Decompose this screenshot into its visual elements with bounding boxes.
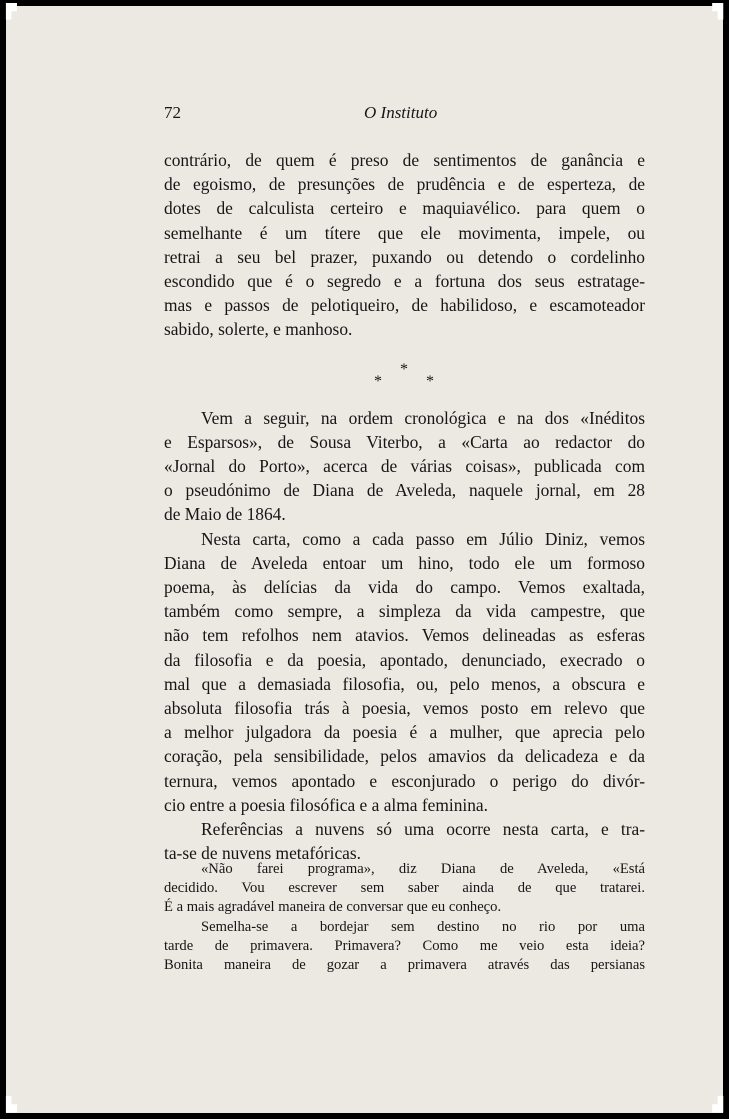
text-line: não tem refolhos nem atavios. Vemos delineadas as esferas [164, 625, 645, 646]
book-page [6, 6, 723, 1113]
text-line: Diana de Aveleda entoar um hino, todo ele um formoso [164, 552, 645, 573]
text-line: também como sempre, a simpleza da vida campestre, que [164, 601, 645, 622]
text-line: mas e passos de pelotiqueiro, de habilidoso, e escamoteador [164, 295, 645, 316]
quote-line: decidido. Vou escrever sem saber ainda de que tratarei. [164, 880, 645, 897]
asterism-star: * [426, 372, 434, 390]
text-line: poema, às delícias da vida do campo. Vemos exaltada, [164, 577, 645, 598]
text-line: «Jornal do Porto», acerca de várias coisas», publicada com [164, 456, 645, 477]
paragraph-3 [164, 527, 645, 817]
page-number: 72 [164, 103, 181, 122]
text-line: sabido, solerte, e manhoso. [164, 319, 353, 340]
paragraph-1 [164, 148, 645, 342]
text-line: retrai a seu bel prazer, puxando ou detendo o cordelinho [164, 246, 645, 267]
text-line: Nesta carta, como a cada passo em Júlio Diniz, vemos [201, 528, 645, 549]
block-quote [164, 860, 645, 975]
quote-line: É a mais agradável maneira de conversar que eu conheço. [164, 899, 502, 916]
text-line: escondido que é o segredo e a fortuna dos seus estratage- [164, 271, 645, 292]
asterism-divider [164, 352, 645, 398]
text-line: coração, pela sensibilidade, pelos amavios da delicadeza e da [164, 746, 645, 767]
crop-mark-top-left: ▛ [6, 5, 17, 20]
text-line: de Maio de 1864. [164, 504, 286, 525]
text-line: contrário, de quem é preso de sentimentos de ganância e [164, 150, 645, 170]
asterism-star: * [374, 372, 382, 390]
text-line: ternura, vemos apontado e esconjurado o perigo do divór- [164, 770, 645, 791]
text-line: ta-se de nuvens metafóricas. [164, 843, 362, 864]
text-line: da filosofia e da poesia, apontado, denunciado, execrado o [164, 649, 645, 670]
running-head [164, 103, 644, 127]
paragraph-4 [164, 817, 645, 865]
text-line: Referências a nuvens só uma ocorre nesta carta, e tra- [201, 819, 645, 840]
text-line: e Esparsos», de Sousa Viterbo, a «Carta ao redactor do [164, 431, 645, 452]
quote-line: Semelha-se a bordejar sem destino no rio por uma [201, 918, 645, 935]
text-line: a melhor julgadora da poesia é a mulher, que aprecia pelo [164, 722, 645, 743]
running-title: O Instituto [364, 103, 438, 122]
crop-mark-top-right: ▜ [712, 5, 723, 20]
asterism-star: * [400, 360, 408, 378]
quote-line: «Não farei programa», diz Diana de Aveleda, «Está [201, 861, 645, 877]
quote-line: Bonita maneira de gozar a primavera através das persianas [164, 957, 645, 974]
body-text [164, 148, 645, 865]
crop-mark-bottom-left: ▙ [6, 1098, 17, 1113]
paragraph-2 [164, 406, 645, 527]
text-line: semelhante é um títere que ele movimenta, impele, ou [164, 222, 645, 243]
text-line: de egoismo, de presunções de prudência e de esperteza, de [164, 174, 645, 195]
text-line: dotes de calculista certeiro e maquiavélico. para quem o [164, 198, 645, 219]
quote-line: tarde de primavera. Primavera? Como me veio esta ideia? [164, 937, 645, 954]
text-line: Vem a seguir, na ordem cronológica e na dos «Inéditos [201, 407, 645, 428]
text-line: cio entre a poesia filosófica e a alma feminina. [164, 794, 488, 815]
text-line: o pseudónimo de Diana de Aveleda, naquele jornal, em 28 [164, 480, 645, 501]
text-line: absoluta filosofia trás à poesia, vemos posto em relevo que [164, 698, 645, 719]
crop-mark-bottom-right: ▟ [712, 1098, 723, 1113]
text-line: mal que a demasiada filosofia, ou, pelo menos, a obscura e [164, 673, 645, 694]
